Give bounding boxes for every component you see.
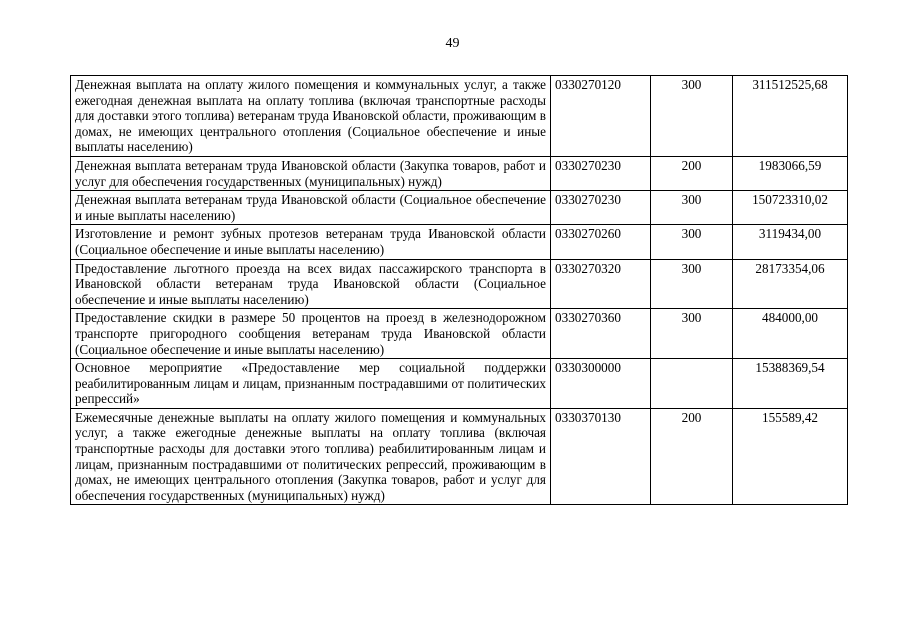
table-row (71, 191, 848, 225)
row-expense-type-cell (651, 359, 733, 409)
row-sum-cell: 484000,00 (733, 309, 848, 359)
row-sum-cell: 155589,42 (733, 408, 848, 505)
row-code-cell: 0330370130 (551, 408, 651, 505)
row-name-cell: Денежная выплата ветеранам труда Ивановской области (Закупка товаров, работ и услуг для обеспечения государственных (муниципальных) нужд) (71, 156, 551, 190)
row-expense-type-cell: 200 (651, 156, 733, 190)
row-sum-cell: 150723310,02 (733, 191, 848, 225)
row-name-cell: Денежная выплата на оплату жилого помещения и коммунальных услуг, а также ежегодная денежная выплата на оплату топлива (включая транспортные расходы для доставки этого топлива) ветеранам труда Ивановской области, проживающим в домах, не имеющих центрального отопления (Социальное обеспечение и иные выплаты населению) (71, 76, 551, 157)
table-row (71, 76, 848, 157)
row-code-cell: 0330270230 (551, 191, 651, 225)
row-sum-cell: 15388369,54 (733, 359, 848, 409)
table-row (71, 225, 848, 259)
budget-table (70, 75, 848, 505)
table-body (71, 76, 848, 505)
row-sum-cell: 28173354,06 (733, 259, 848, 309)
row-code-cell: 0330270120 (551, 76, 651, 157)
row-sum-cell: 3119434,00 (733, 225, 848, 259)
page-number: 49 (445, 36, 460, 51)
row-code-cell: 0330300000 (551, 359, 651, 409)
row-expense-type-cell: 200 (651, 408, 733, 505)
row-expense-type-cell: 300 (651, 309, 733, 359)
row-name-cell: Ежемесячные денежные выплаты на оплату жилого помещения и коммунальных услуг, а также ежегодные денежные выплаты на оплату топлива (включая транспортные расходы для доставки этого топлива) реабилитированным лицам и лицам, признанным пострадавшими от политических репрессий, проживающим в домах, не имеющих центрального отопления (Закупка товаров, работ и услуг для обеспечения государственных (муниципальных) нужд) (71, 408, 551, 505)
row-code-cell: 0330270260 (551, 225, 651, 259)
row-name-cell: Основное мероприятие «Предоставление мер социальной поддержки реабилитированным лицам и лицам, признанным пострадавшими от политических репрессий» (71, 359, 551, 409)
table-row (71, 408, 848, 505)
row-code-cell: 0330270230 (551, 156, 651, 190)
row-expense-type-cell: 300 (651, 259, 733, 309)
table-row (71, 359, 848, 409)
row-name-cell: Предоставление льготного проезда на всех видах пассажирского транспорта в Ивановской области ветеранам труда Ивановской области (Социальное обеспечение и иные выплаты населению) (71, 259, 551, 309)
row-name-cell: Предоставление скидки в размере 50 процентов на проезд в железнодорожном транспорте пригородного сообщения ветеранам труда Ивановской области (Социальное обеспечение и иные выплаты населению) (71, 309, 551, 359)
row-code-cell: 0330270360 (551, 309, 651, 359)
row-expense-type-cell: 300 (651, 191, 733, 225)
row-expense-type-cell: 300 (651, 225, 733, 259)
table-row (71, 156, 848, 190)
row-sum-cell: 311512525,68 (733, 76, 848, 157)
table-row (71, 309, 848, 359)
row-name-cell: Денежная выплата ветеранам труда Ивановской области (Социальное обеспечение и иные выплаты населению) (71, 191, 551, 225)
row-expense-type-cell: 300 (651, 76, 733, 157)
row-sum-cell: 1983066,59 (733, 156, 848, 190)
table-row (71, 259, 848, 309)
row-name-cell: Изготовление и ремонт зубных протезов ветеранам труда Ивановской области (Социальное обеспечение и иные выплаты населению) (71, 225, 551, 259)
row-code-cell: 0330270320 (551, 259, 651, 309)
